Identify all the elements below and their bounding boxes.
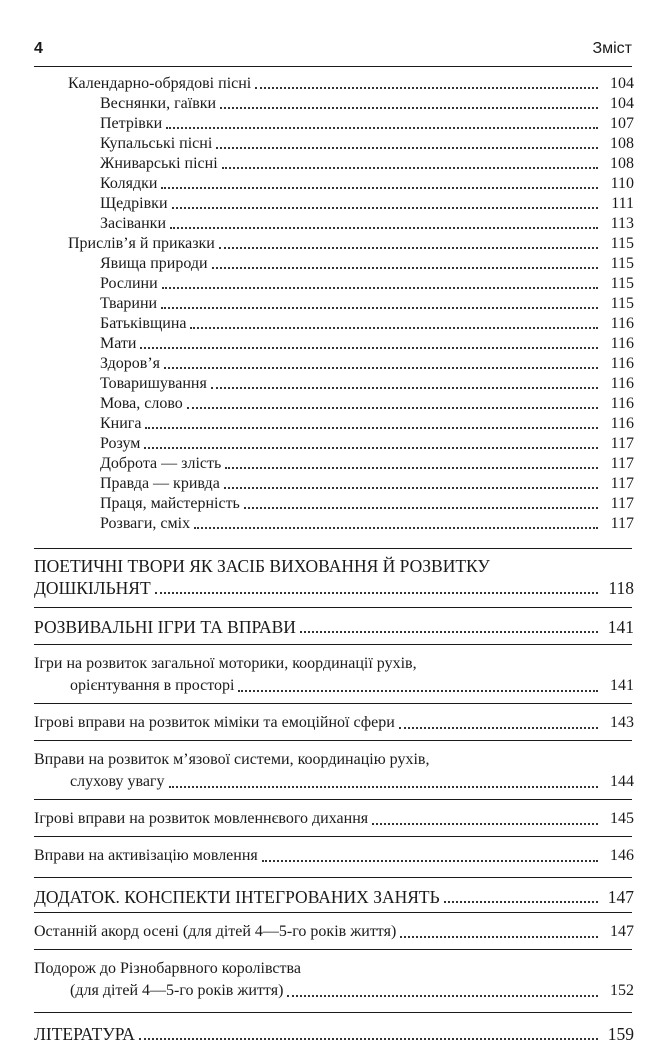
toc-entry-page: 117 (610, 515, 634, 532)
toc-entry-label: Ігрові вправи на розвиток мовленнєвого дихання (34, 808, 372, 830)
toc-entry-label: Вправи на активізацію мовлення (34, 845, 262, 867)
dot-leader (300, 631, 598, 633)
dot-leader (144, 447, 598, 449)
toc-entry-page: 115 (610, 275, 634, 292)
dot-leader (287, 995, 598, 997)
toc-entry-page: 115 (610, 255, 634, 272)
section-title-line2: ДОШКІЛЬНЯТ (34, 577, 155, 599)
toc-subentry[interactable] (100, 414, 634, 434)
toc-entry-page: 147 (610, 923, 634, 940)
toc-subentry[interactable] (100, 354, 634, 374)
toc-entry-label: Колядки (100, 174, 161, 194)
toc-entry-label: Щедрівки (100, 194, 172, 214)
toc-entry-line[interactable] (34, 808, 634, 830)
toc-entry-label: Товаришування (100, 374, 211, 394)
toc-subentry[interactable] (100, 274, 634, 294)
dot-leader (140, 347, 598, 349)
dot-leader (238, 690, 598, 692)
toc-entry[interactable] (34, 921, 634, 943)
toc-entry-page: 116 (610, 375, 634, 392)
toc-entry-line2[interactable] (70, 771, 634, 793)
toc-subentry[interactable] (100, 154, 634, 174)
toc-subentry[interactable] (100, 254, 634, 274)
toc-entry-page: 141 (610, 677, 634, 694)
dot-leader (255, 87, 598, 89)
toc-entry-proverbs[interactable] (68, 234, 634, 254)
dot-leader (225, 467, 598, 469)
dot-leader (194, 527, 598, 529)
toc-entry-label: Доброта — злість (100, 454, 225, 474)
toc-entry-label: Мова, слово (100, 394, 187, 414)
section-title: ЛІТЕРАТУРА (34, 1023, 139, 1045)
toc-entry-label: Петрівки (100, 114, 166, 134)
dot-leader (224, 487, 598, 489)
toc-subentry[interactable] (100, 294, 634, 314)
section-title-line1: ПОЕТИЧНІ ТВОРИ ЯК ЗАСІБ ВИХОВАННЯ Й РОЗВИТКУ (34, 556, 490, 576)
dot-leader (216, 147, 598, 149)
dot-leader (222, 167, 598, 169)
toc-section-appendix[interactable] (34, 886, 634, 908)
dot-leader (166, 127, 598, 129)
toc-subentry[interactable] (100, 454, 634, 474)
toc-entry-line2[interactable] (70, 675, 634, 697)
toc-entry-page: 143 (610, 714, 634, 731)
toc-entry-page: 116 (610, 315, 634, 332)
toc-entry-page: 115 (610, 295, 634, 312)
dot-leader (145, 427, 598, 429)
section-page: 147 (607, 887, 634, 907)
toc-entry-page: 116 (610, 335, 634, 352)
table-of-contents (0, 74, 662, 1045)
toc-entry-label: Веснянки, гаївки (100, 94, 220, 114)
dot-leader (161, 307, 598, 309)
section-page: 141 (607, 617, 634, 637)
toc-entry-label: Ігрові вправи на розвиток міміки та емоційної сфери (34, 712, 399, 734)
toc-subentry[interactable] (100, 194, 634, 214)
toc-entry-line1: Вправи на розвиток м’язової системи, координацію рухів, (34, 751, 430, 768)
toc-subentry[interactable] (100, 474, 634, 494)
toc-entry-page: 117 (610, 435, 634, 452)
section-title: ДОДАТОК. КОНСПЕКТИ ІНТЕГРОВАНИХ ЗАНЯТЬ (34, 886, 444, 908)
toc-entry-page: 117 (610, 495, 634, 512)
toc-entry-page: 117 (610, 455, 634, 472)
header-rule (34, 66, 632, 67)
toc-entry-label: Мати (100, 334, 140, 354)
toc-entry-page: 116 (610, 415, 634, 432)
toc-section-games[interactable] (34, 616, 634, 638)
toc-subentry[interactable] (100, 334, 634, 354)
toc-entry-label: Жниварські пісні (100, 154, 222, 174)
dot-leader (155, 592, 598, 594)
dot-leader (400, 936, 598, 938)
dot-leader (399, 727, 598, 729)
toc-entry-page: 113 (610, 215, 634, 232)
toc-subentry[interactable] (100, 514, 634, 534)
toc-entry-page: 108 (610, 155, 634, 172)
section-title: РОЗВИВАЛЬНІ ІГРИ ТА ВПРАВИ (34, 616, 300, 638)
dot-leader (244, 507, 598, 509)
toc-entry-label: орієнтування в просторі (70, 675, 238, 697)
toc-section-poetic-works[interactable] (34, 555, 634, 599)
toc-entry-label: Календарно-обрядові пісні (68, 74, 255, 94)
dot-leader (212, 267, 598, 269)
page-number: 4 (34, 40, 43, 57)
toc-entry[interactable] (34, 712, 634, 734)
dot-leader (444, 901, 598, 903)
toc-subentry[interactable] (100, 114, 634, 134)
toc-entry[interactable] (34, 653, 634, 697)
toc-entry-label: Останній акорд осені (для дітей 4—5-го років життя) (34, 921, 400, 943)
toc-entry-line[interactable] (34, 921, 634, 943)
toc-section-literature[interactable] (34, 1023, 634, 1045)
toc-entry-label: слухову увагу (70, 771, 169, 793)
dot-leader (164, 367, 598, 369)
toc-entry-page: 146 (610, 847, 634, 864)
toc-entry-line[interactable] (34, 845, 634, 867)
toc-entry-calendar-songs[interactable] (68, 74, 634, 94)
toc-entry-label: Прислів’я й приказки (68, 234, 219, 254)
toc-entry-label: Купальські пісні (100, 134, 216, 154)
toc-subentry[interactable] (100, 494, 634, 514)
toc-entry-page: 110 (610, 175, 634, 192)
toc-entry-label: (для дітей 4—5-го років життя) (70, 980, 287, 1002)
toc-entry-label: Праця, майстерність (100, 494, 244, 514)
dot-leader (220, 107, 598, 109)
toc-entry-page: 104 (610, 95, 634, 112)
dot-leader (170, 227, 598, 229)
toc-entry[interactable] (34, 958, 634, 1002)
toc-subentry[interactable] (100, 434, 634, 454)
dot-leader (162, 287, 598, 289)
toc-subentry[interactable] (100, 394, 634, 414)
toc-entry-label: Батьківщина (100, 314, 190, 334)
dot-leader (169, 786, 599, 788)
dot-leader (372, 823, 598, 825)
toc-entry-line[interactable] (34, 712, 634, 734)
toc-entry-label: Розваги, сміх (100, 514, 194, 534)
toc-entry-page: 116 (610, 355, 634, 372)
toc-subentry[interactable] (100, 134, 634, 154)
toc-subentry[interactable] (100, 314, 634, 334)
toc-entry-label: Здоров’я (100, 354, 164, 374)
dot-leader (161, 187, 598, 189)
toc-entry-page: 152 (610, 982, 634, 999)
dot-leader (262, 860, 598, 862)
toc-entry-line1: Ігри на розвиток загальної моторики, координації рухів, (34, 655, 417, 672)
toc-entry-label: Тварини (100, 294, 161, 314)
toc-entry-page: 115 (610, 235, 634, 252)
dot-leader (172, 207, 598, 209)
toc-entry-label: Явища природи (100, 254, 212, 274)
section-page: 159 (607, 1024, 634, 1044)
toc-entry[interactable] (34, 808, 634, 830)
toc-subentry[interactable] (100, 94, 634, 114)
toc-entry-page: 108 (610, 135, 634, 152)
dot-leader (139, 1038, 598, 1040)
section-page: 118 (608, 578, 634, 598)
toc-entry-line1: Подорож до Різнобарвного королівства (34, 960, 301, 977)
toc-entry-page: 116 (610, 395, 634, 412)
toc-entry-line2[interactable] (70, 980, 634, 1002)
toc-entry-label: Правда — кривда (100, 474, 224, 494)
toc-entry-label: Рослини (100, 274, 162, 294)
toc-entry-label: Розум (100, 434, 144, 454)
dot-leader (211, 387, 598, 389)
toc-subentry[interactable] (100, 214, 634, 234)
toc-entry-label: Книга (100, 414, 145, 434)
running-title: Зміст (592, 40, 632, 57)
toc-entry-label: Засіванки (100, 214, 170, 234)
toc-subentry[interactable] (100, 174, 634, 194)
toc-entry-page: 107 (610, 115, 634, 132)
toc-entry[interactable] (34, 749, 634, 793)
toc-entry-page: 104 (610, 75, 634, 92)
dot-leader (219, 247, 598, 249)
toc-entry-page: 111 (611, 195, 634, 212)
toc-subentry[interactable] (100, 374, 634, 394)
dot-leader (190, 327, 598, 329)
toc-entry-page: 145 (610, 810, 634, 827)
toc-entry-page: 117 (610, 475, 634, 492)
toc-entry[interactable] (34, 845, 634, 867)
toc-entry-page: 144 (610, 773, 634, 790)
dot-leader (187, 407, 598, 409)
